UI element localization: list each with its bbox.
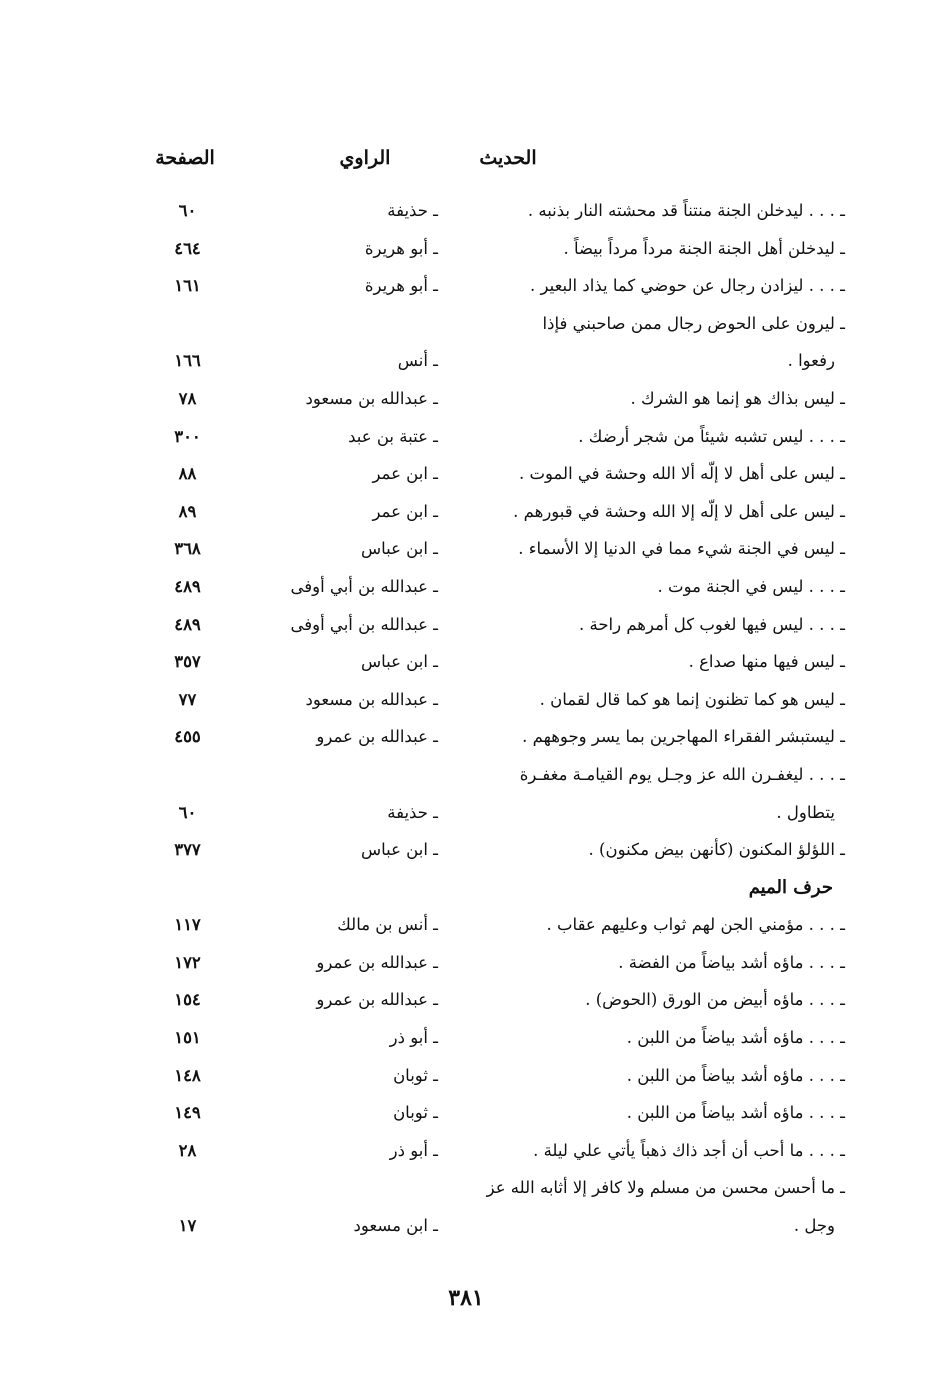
page-ref: ٦٠ [178,201,197,220]
page-ref [150,756,225,794]
column-header-page: الصفحة [155,147,215,169]
narrator: ـ عبدالله بن عمرو [316,990,438,1010]
hadith-text: ـ . . . ليس في الجنة موت . [657,576,845,596]
narrator: ـ أبو هريرة [364,238,438,258]
table-row [0,606,933,644]
table-row [0,906,933,944]
page-ref: ١٦١ [174,276,201,296]
hadith-text: ـ . . . ليس فيها لغوب كل أمرهم راحة . [578,614,845,634]
page-ref: ١٤٨ [174,1065,201,1085]
table-row [0,230,933,268]
hadith-text: ـ ليدخلن أهل الجنة الجنة مرداً مرداً بيضاً . [563,238,845,258]
page-ref: ٣٠٠ [174,426,201,446]
hadith-text: ـ ليستبشر الفقراء المهاجرين بما يسر وجوههم . [522,727,845,747]
page-ref: ٣٥٧ [174,652,201,672]
hadith-text: ـ . . . ماؤه أشد بياضاً من اللبن . [626,1028,845,1048]
narrator: ـ ابن عمر [372,501,438,521]
table-row [0,342,933,380]
page-ref [150,305,225,343]
section-title: حرف الميم [748,876,833,898]
page-number: ٣٨١ [448,1285,484,1311]
table-row [0,1057,933,1095]
table-row [0,1207,933,1245]
page-ref: ٧٧ [178,689,197,709]
page-ref: ٤٨٩ [174,614,201,634]
narrator: ـ ثوبان [393,1065,438,1085]
narrator: ـ أبو ذر [389,1140,438,1160]
hadith-text: ـ ليرون على الحوض رجال ممن صاحبني فإذا [542,313,845,333]
narrator: ـ ابن عباس [360,539,438,559]
page-ref: ١٤٩ [174,1103,201,1123]
hadith-text: ـ . . . ليس تشبه شيئاً من شجر أرضك . [578,426,845,446]
page-ref: ١٥٤ [174,990,201,1010]
page-ref: ٨٩ [178,501,197,521]
narrator: ـ ابن مسعود [353,1216,438,1236]
narrator: ـ أبو هريرة [364,276,438,296]
narrator: ـ عبدالله بن مسعود [305,689,438,709]
hadith-text: ـ . . . ليغفـرن الله عز وجـل يوم القيامـة مغفـرة [519,764,845,784]
table-row [0,380,933,418]
table-row [0,530,933,568]
hadith-index-table [0,192,933,1245]
narrator: ـ عتبة بن عبد [348,426,438,446]
narrator: ـ حذيفة [387,802,438,822]
table-row [0,1094,933,1132]
hadith-text: ـ . . . ماؤه أشد بياضاً من اللبن . [626,1103,845,1123]
table-row [0,192,933,230]
hadith-text: ـ . . . ليدخلن الجنة منتناً قد محشته النار بذنبه . [527,201,845,220]
hadith-text: ـ ليس هو كما تظنون إنما هو كما قال لقمان . [539,689,845,709]
narrator: ـ ابن عباس [360,840,438,860]
narrator: ـ ابن عباس [360,652,438,672]
hadith-text: ـ اللؤلؤ المكنون (كأنهن بيض مكنون) . [588,840,845,860]
narrator: ـ عبدالله بن أبي أوفى [290,614,438,634]
table-row [0,568,933,606]
page-ref: ٤٦٤ [174,238,201,258]
hadith-text: ـ ليس بذاك هو إنما هو الشرك . [630,388,845,408]
narrator: ـ ابن عمر [372,464,438,484]
table-row [0,643,933,681]
hadith-text: ـ ليس فيها منها صداع . [688,652,845,672]
column-header-narrator: الراوي [339,147,391,169]
table-row [0,981,933,1019]
narrator [250,1169,438,1207]
hadith-text: وجل . [793,1216,835,1236]
narrator [250,305,438,343]
page-ref: ٤٨٩ [174,576,201,596]
hadith-text: ـ ليس على أهل لا إلّه إلا الله وحشة في قبورهم . [513,501,845,521]
page-ref: ١١٧ [174,915,201,935]
table-row [0,831,933,869]
table-row [0,493,933,531]
page-ref: ٤٥٥ [174,727,201,747]
table-row [0,718,933,756]
table-row [0,418,933,456]
table-row [0,267,933,305]
narrator: ـ عبدالله بن مسعود [305,388,438,408]
section-row [0,869,933,907]
page-ref: ٣٦٨ [174,539,201,559]
page-ref: ١٦٦ [174,351,201,371]
table-row [0,756,933,794]
narrator: ـ عبدالله بن عمرو [316,727,438,747]
page-ref: ١٥١ [174,1028,201,1048]
narrator [250,756,438,794]
hadith-text: ـ . . . ماؤه أبيض من الورق (الحوض) . [585,990,845,1010]
page-ref [150,1169,225,1207]
hadith-text: ـ . . . ما أحب أن أجد ذاك ذهباً يأتي علي ليلة . [533,1140,845,1160]
page-ref: ١٧٢ [174,952,201,972]
table-row [0,1019,933,1057]
table-row [0,794,933,832]
narrator: ـ حذيفة [387,201,438,220]
hadith-text: ـ ليس على أهل لا إلّه ألا الله وحشة في الموت . [518,464,845,484]
narrator: ـ أنس بن مالك [337,915,438,935]
narrator: ـ أبو ذر [389,1028,438,1048]
hadith-text: ـ . . . ماؤه أشد بياضاً من اللبن . [626,1065,845,1085]
page-ref: ١٧ [178,1216,197,1236]
hadith-text: ـ . . . ماؤه أشد بياضاً من الفضة . [618,952,845,972]
table-row [0,681,933,719]
hadith-text: رفعوا . [787,351,835,371]
page-ref: ٢٨ [178,1140,197,1160]
table-row [0,1169,933,1207]
page-ref: ٨٨ [178,464,197,484]
narrator: ـ ثوبان [393,1103,438,1123]
page-ref: ٣٧٧ [174,840,201,860]
table-row [0,944,933,982]
column-header-hadith: الحديث [479,147,537,169]
table-row [0,1132,933,1170]
narrator: ـ عبدالله بن عمرو [316,952,438,972]
table-row [0,305,933,343]
narrator: ـ أنس [397,351,438,371]
page-ref: ٦٠ [178,802,197,822]
hadith-text: ـ ما أحسن محسن من مسلم ولا كافر إلا أثابه الله عز [486,1178,845,1198]
hadith-text: ـ . . . ليزادن رجال عن حوضي كما يذاد البعير . [530,276,845,296]
narrator: ـ عبدالله بن أبي أوفى [290,576,438,596]
table-row [0,455,933,493]
hadith-text: ـ ليس في الجنة شيء مما في الدنيا إلا الأسماء . [518,539,845,559]
hadith-text: يتطاول . [776,802,835,822]
page-ref: ٧٨ [178,388,197,408]
hadith-text: ـ . . . مؤمني الجن لهم ثواب وعليهم عقاب . [546,915,845,935]
